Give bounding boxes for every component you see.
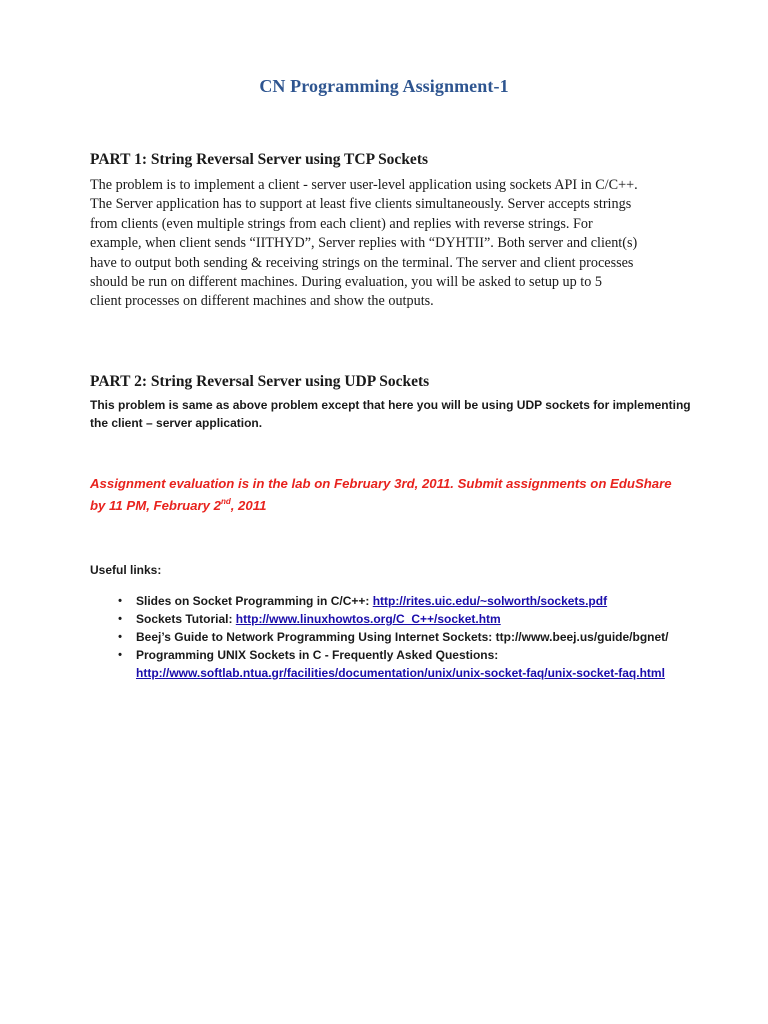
useful-links-heading: Useful links:	[90, 563, 162, 577]
part1-line: The problem is to implement a client - server user-level application using sockets API in C/C++.	[90, 177, 638, 193]
part2-paragraph	[90, 396, 710, 432]
list-item	[0, 628, 768, 646]
sockets-tutorial-link[interactable]: http://www.linuxhowtos.org/C_C++/socket.htm	[235, 612, 501, 626]
evaluation-notice	[90, 473, 730, 517]
unix-socket-faq-link[interactable]: http://www.softlab.ntua.gr/facilities/documentation/unix/unix-socket-faq/unix-socket-faq.html	[136, 666, 665, 680]
part2-heading: PART 2: String Reversal Server using UDP Sockets	[90, 373, 430, 390]
evaluation-ordinal-suffix: nd	[220, 497, 231, 506]
list-item	[0, 610, 768, 628]
list-item	[0, 592, 768, 610]
document-title: CN Programming Assignment-1	[259, 76, 509, 96]
evaluation-line-2	[90, 495, 730, 517]
link-label: Sockets Tutorial:	[136, 612, 236, 626]
bullet-icon: •	[118, 649, 122, 661]
evaluation-line-2-start: by 11 PM, February 2	[90, 498, 221, 513]
part2-line: the client – server application.	[90, 416, 263, 430]
bullet-icon: •	[118, 613, 122, 625]
bullet-icon: •	[118, 631, 122, 643]
bullet-icon: •	[118, 595, 122, 607]
sockets-slides-link[interactable]: http://rites.uic.edu/~solworth/sockets.pdf	[372, 594, 608, 608]
part2-line: This problem is same as above problem except that here you will be using UDP sockets for implementing	[90, 398, 691, 412]
link-label: Beej’s Guide to Network Programming Using Internet Sockets: ttp://www.beej.us/guide/bgnet/	[136, 630, 669, 644]
evaluation-line-2-end: , 2011	[230, 498, 267, 513]
part1-line: client processes on different machines and show the outputs.	[90, 293, 434, 310]
part1-line: The Server application has to support at least five clients simultaneously. Server accepts strings	[90, 196, 632, 213]
useful-links-list	[0, 592, 768, 682]
part1-heading: PART 1: String Reversal Server using TCP Sockets	[90, 151, 429, 168]
part1-line: from clients (even multiple strings from each client) and replies with reverse strings. For	[90, 215, 593, 232]
part1-line: have to output both sending & receiving strings on the terminal. The server and client processes	[90, 254, 634, 271]
link-label: Slides on Socket Programming in C/C++:	[136, 594, 373, 608]
link-label: Programming UNIX Sockets in C - Frequently Asked Questions:	[136, 648, 499, 662]
evaluation-line-1: Assignment evaluation is in the lab on February 3rd, 2011. Submit assignments on EduShare	[90, 476, 672, 491]
part1-line: example, when client sends “IITHYD”, Server replies with “DYHTII”. Both server and client(s)	[90, 235, 638, 252]
part1-paragraph	[90, 176, 690, 312]
part1-line: should be run on different machines. During evaluation, you will be asked to setup up to 5	[90, 273, 602, 290]
list-item	[0, 646, 768, 682]
